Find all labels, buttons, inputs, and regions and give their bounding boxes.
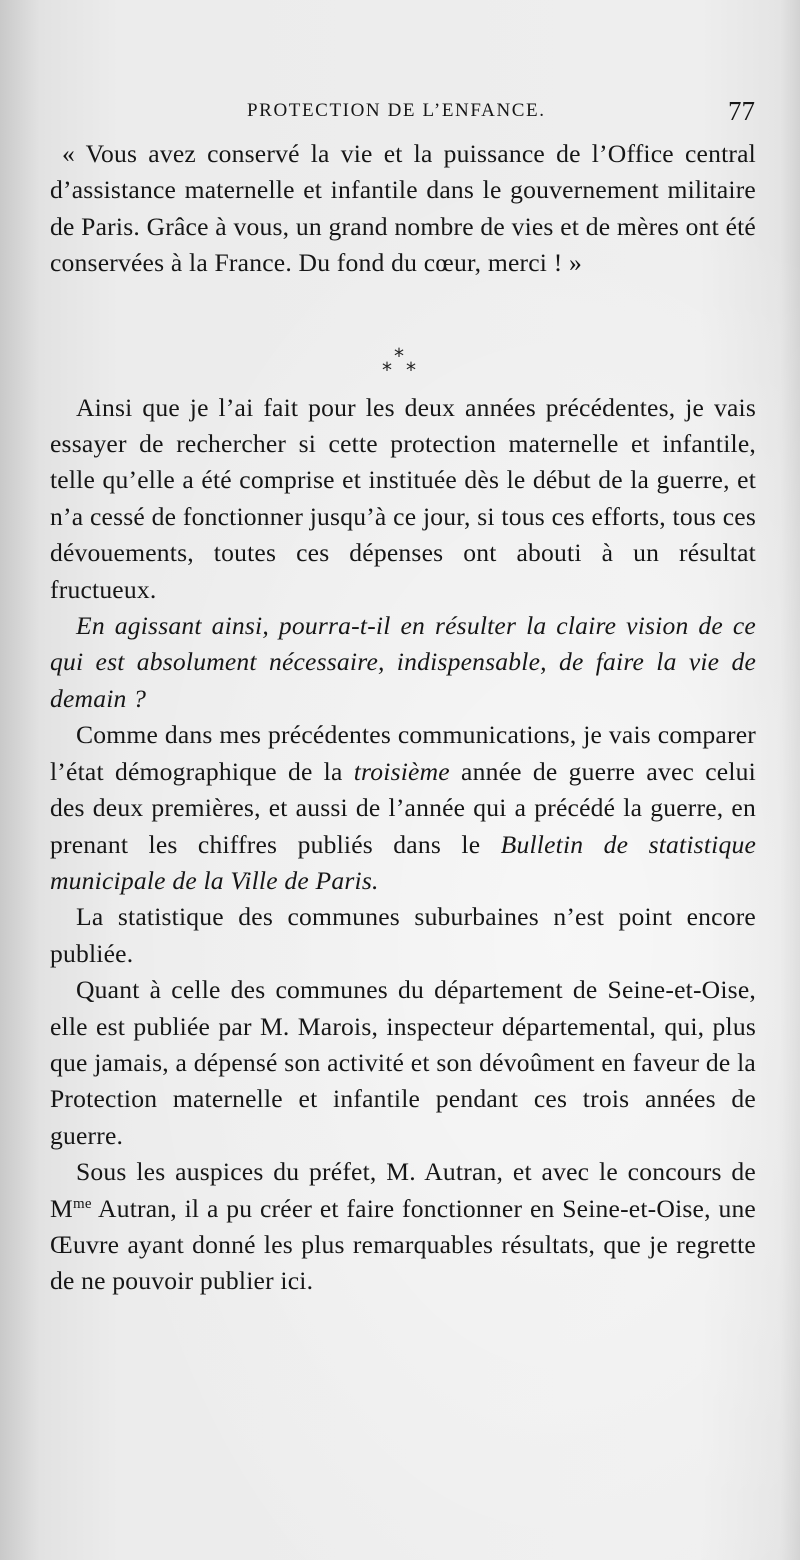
paragraph-6-text-a: Sous les auspices du préfet, M. Autran, et avec le concours de M — [50, 1157, 756, 1223]
paragraph-3-italic-troisieme: troisième — [353, 756, 450, 786]
paragraph-3-text-a: Comme dans mes précédentes communications, je vais comparer l’état démographique de la — [50, 720, 756, 786]
asterism-star-left: * — [382, 357, 393, 382]
paragraph-4: La statistique des communes suburbaines n’est point encore publiée. — [50, 902, 756, 968]
quote-paragraph: « Vous avez conservé la vie et la puissance de l’Office central d’assistance maternelle et infantile dans le gouvernement militaire de Paris. Grâce à vous, un grand nombre de vies et de mères ont été conservées à la France. Du fond du cœur, merci ! » — [50, 139, 756, 278]
body-text — [50, 136, 756, 1300]
paragraph-6-text-b: Autran, il a pu créer et faire fonctionner en Seine-et-Oise, une Œuvre ayant donné les plus remarquables résultats, que je regrette de ne pouvoir publier ici. — [50, 1193, 756, 1296]
running-title: PROTECTION DE L’ENFANCE. — [247, 100, 546, 121]
paragraph-5: Quant à celle des communes du département de Seine-et-Oise, elle est publiée par M. Marois, inspecteur départemental, qui, plus que jamais, a dépensé son activité et son dévoûment en faveur de la Protection maternelle et infantile pendant ces trois années de guerre. — [50, 975, 756, 1150]
paragraph-3-italic-bulletin: Bulletin de statistique municipale de la Ville de Paris. — [50, 829, 756, 895]
paragraph-1: Ainsi que je l’ai fait pour les deux années précédentes, je vais essayer de rechercher si cette protection maternelle et infantile, telle qu’elle a été comprise et instituée dès le début de la guerre, et n’a cessé de fonctionner jusqu’à ce jour, si tous ces efforts, tous ces dévouements, toutes ces dépenses ont abouti à un résultat fructueux. — [50, 392, 756, 604]
paragraph-3 — [50, 717, 756, 899]
paragraph-6-superscript: me — [72, 1195, 92, 1212]
asterism-star-right: * — [406, 357, 417, 382]
page-number: 77 — [728, 96, 755, 126]
asterism-star-top: * — [394, 343, 405, 368]
paragraph-2-italic: En agissant ainsi, pourra-t-il en résulter la claire vision de ce qui est absolument nécessaire, indispensable, de faire la vie de demain ? — [50, 611, 756, 713]
paragraph-3-text-b: année de guerre avec celui des deux premières, et aussi de l’année qui a précédé la guerre, en prenant les chiffres publiés dans le — [50, 756, 756, 859]
asterism — [50, 282, 756, 390]
paragraph-6 — [50, 1154, 756, 1300]
page-header — [0, 96, 800, 130]
